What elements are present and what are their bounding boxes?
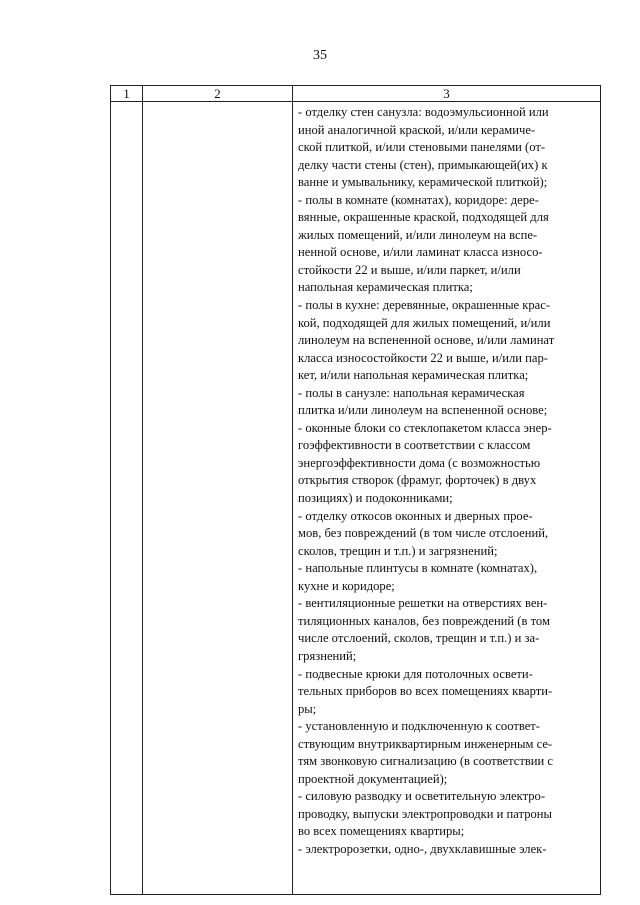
text-line: жилых помещений, и/или линолеум на вспе-: [298, 227, 538, 242]
text-line: проектной документацией);: [298, 771, 448, 786]
text-line: тиляционных каналов, без повреждений (в том: [298, 613, 550, 628]
text-line: мов, без повреждений (в том числе отслоений,: [298, 526, 549, 541]
text-line: - полы в кухне: деревянные, окрашенные крас-: [298, 298, 551, 313]
text-line: напольная керамическая плитка;: [298, 280, 473, 295]
text-line: кет, и/или напольная керамическая плитка;: [298, 368, 529, 383]
text-line: - полы в комнате (комнатах), коридоре: дере-: [298, 192, 539, 207]
text-line: вянные, окрашенные краской, подходящей для: [298, 210, 549, 225]
text-line: позициях) и подоконниками;: [298, 491, 453, 506]
text-line: ры;: [298, 701, 317, 716]
text-line: кухне и коридоре;: [298, 578, 395, 593]
text-line: стойкости 22 и выше, и/или паркет, и/или: [298, 262, 521, 277]
text-line: ванне и умывальнику, керамической плиткой);: [298, 175, 548, 190]
text-line: - оконные блоки со стеклопакетом класса энер-: [298, 420, 552, 435]
text-line: - напольные плинтусы в комнате (комнатах),: [298, 561, 538, 576]
text-line: - отделку стен санузла: водоэмульсионной или: [298, 105, 549, 119]
text-line: тям звонковую сигнализацию (в соответствии с: [298, 754, 554, 769]
table-row: [111, 102, 601, 895]
column-header-2: 2: [143, 86, 293, 102]
text-line: ненной основе, и/или ламинат класса износо-: [298, 245, 543, 260]
text-line: - вентиляционные решетки на отверстиях вен-: [298, 596, 548, 611]
text-line: ствующим внутриквартирным инженерным се-: [298, 736, 553, 751]
text-line: открытия створок (фрамуг, форточек) в двух: [298, 473, 537, 488]
text-line: плитка и/или линолеум на вспененной основе;: [298, 403, 548, 418]
page-number: 35: [313, 48, 327, 63]
text-line: линолеум на вспененной основе, и/или ламинат: [298, 333, 555, 348]
text-line: кой, подходящей для жилых помещений, и/или: [298, 315, 551, 330]
cell-column-2: [143, 102, 293, 895]
text-line: проводку, выпуски электропроводки и патроны: [298, 806, 552, 821]
text-line: иной аналогичной краской, и/или керамиче-: [298, 122, 536, 137]
cell-column-3: [293, 102, 601, 895]
cell-column-1: [111, 102, 143, 895]
text-line: - силовую разводку и осветительную электро-: [298, 789, 546, 804]
text-line: во всех помещениях квартиры;: [298, 824, 465, 839]
text-line: сколов, трещин и т.п.) и загрязнений;: [298, 543, 498, 558]
column-header-3: 3: [293, 86, 601, 102]
text-line: ской плиткой, и/или стеновыми панелями (от-: [298, 140, 546, 155]
text-line: тельных приборов во всех помещениях кварти-: [298, 684, 553, 699]
text-line: делку части стены (стен), примыкающей(их) к: [298, 157, 548, 172]
text-line: грязнений;: [298, 648, 357, 663]
table-header: [111, 86, 601, 102]
text-line: - электророзетки, одно-, двухклавишные элек-: [298, 841, 547, 856]
text-line: гоэффективности в соответствии с классом: [298, 438, 531, 453]
text-line: энергоэффективности дома (с возможностью: [298, 455, 541, 470]
text-line: - подвесные крюки для потолочных освети-: [298, 666, 533, 681]
text-line: - отделку откосов оконных и дверных прое-: [298, 508, 533, 523]
column-header-1: 1: [111, 86, 143, 102]
text-line: - полы в санузле: напольная керамическая: [298, 385, 525, 400]
text-line: - установленную и подключенную к соответ-: [298, 719, 541, 734]
document-table: [110, 85, 601, 895]
text-line: класса износостойкости 22 и выше, и/или пар-: [298, 350, 548, 365]
text-line: числе отслоений, сколов, трещин и т.п.) и за-: [298, 631, 540, 646]
